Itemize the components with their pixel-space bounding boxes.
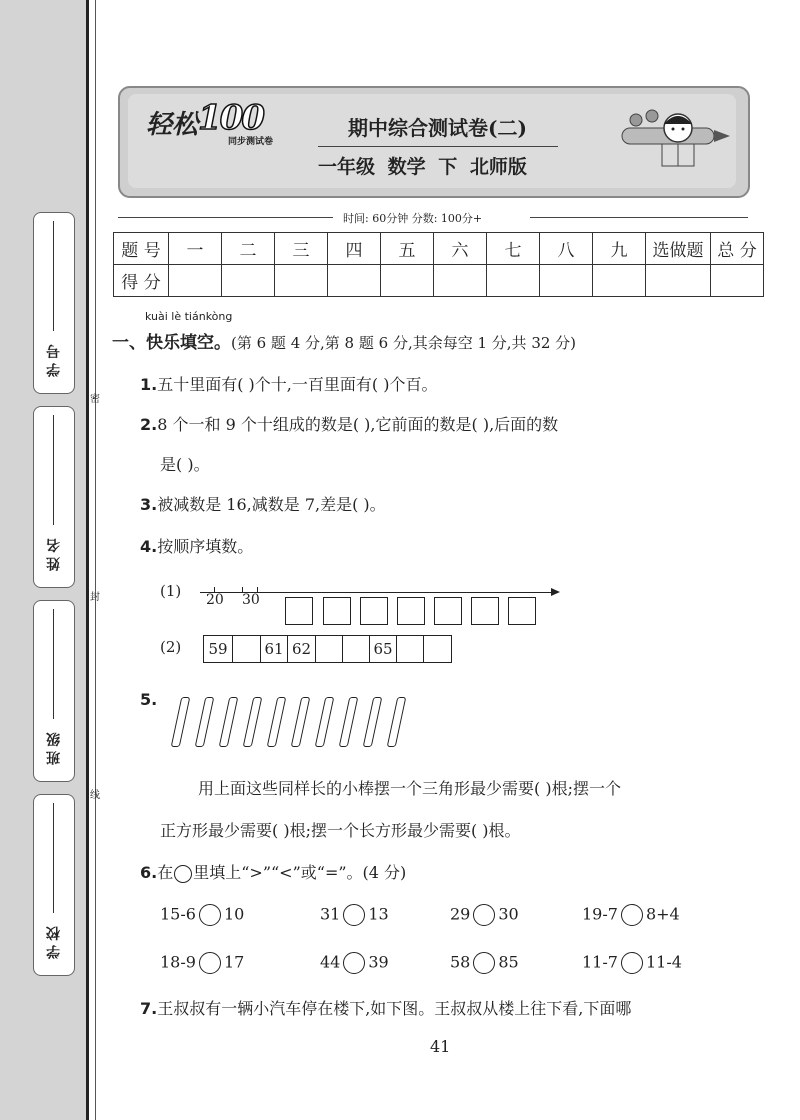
- question-text-after: 里填上“>”“<”或“=”。(4 分): [193, 863, 407, 882]
- score-cell[interactable]: [381, 265, 434, 297]
- score-table: [113, 232, 764, 297]
- comparison-right: 30: [498, 904, 519, 924]
- comparison-item: [582, 904, 680, 926]
- page-number: 41: [430, 1037, 451, 1056]
- answer-box[interactable]: [471, 597, 499, 625]
- score-header-cell: 五: [381, 233, 434, 265]
- stick-icon: [363, 697, 383, 747]
- score-cell[interactable]: [275, 265, 328, 297]
- student-reading-icon: [616, 98, 734, 184]
- comparison-right: 8+4: [645, 904, 680, 924]
- header-banner: [118, 86, 750, 198]
- sequence-cell: 65: [369, 635, 397, 663]
- comparison-right: 11-4: [645, 952, 682, 972]
- stick-icon: [339, 697, 359, 747]
- answer-box[interactable]: [360, 597, 388, 625]
- score-header-cell: 二: [222, 233, 275, 265]
- answer-box[interactable]: [323, 597, 351, 625]
- answer-box[interactable]: [285, 597, 313, 625]
- question-2-line2: 是( )。: [160, 455, 210, 474]
- sequence-cell[interactable]: [315, 635, 343, 663]
- comparison-item: [160, 904, 244, 926]
- answer-circle[interactable]: [343, 952, 365, 974]
- question-2: [140, 412, 558, 435]
- score-cell[interactable]: [646, 265, 711, 297]
- question-4-part1-label: (1): [160, 582, 182, 600]
- answer-circle[interactable]: [343, 904, 365, 926]
- section-title: [112, 328, 576, 353]
- sequence-cell[interactable]: [423, 635, 452, 663]
- comparison-left: 15-6: [160, 904, 196, 924]
- comparison-right: 13: [368, 904, 389, 924]
- stick-icon: [315, 697, 335, 747]
- question-text-before: 在: [157, 863, 174, 882]
- student-id-box[interactable]: [33, 212, 75, 394]
- score-cell[interactable]: [593, 265, 646, 297]
- sequence-cell: 61: [260, 635, 288, 663]
- time-score-text: 时间: 60分钟 分数: 100分+: [343, 212, 483, 225]
- comparison-left: 19-7: [582, 904, 618, 924]
- score-table-header-row: [114, 233, 764, 265]
- binding-rule-thin: [95, 0, 96, 1120]
- number-line-arrow: [551, 588, 560, 596]
- stick-icon: [219, 697, 239, 747]
- question-5-line2: 正方形最少需要( )根;摆一个长方形最少需要( )根。: [160, 821, 521, 840]
- time-rule-right: [530, 217, 748, 218]
- comparison-item: [160, 952, 244, 974]
- answer-circle[interactable]: [199, 904, 221, 926]
- comparison-right: 39: [368, 952, 389, 972]
- student-name-box[interactable]: [33, 406, 75, 588]
- question-number: 5.: [140, 690, 158, 709]
- student-name-label: 姓 名: [46, 538, 62, 572]
- student-id-label: 学 号: [46, 344, 62, 378]
- circle-icon: [174, 865, 192, 883]
- answer-box[interactable]: [397, 597, 425, 625]
- score-header-cell: 四: [328, 233, 381, 265]
- comparison-right: 10: [223, 904, 245, 924]
- stick-icon: [291, 697, 311, 747]
- comparison-left: 44: [320, 952, 341, 972]
- score-row-label: 得 分: [114, 265, 169, 297]
- score-cell[interactable]: [487, 265, 540, 297]
- answer-circle[interactable]: [199, 952, 221, 974]
- logo-subtitle: 同步测试卷: [228, 137, 274, 147]
- score-cell[interactable]: [222, 265, 275, 297]
- student-name-line: [53, 415, 54, 525]
- logo-number: 100: [198, 98, 263, 138]
- comparison-left: 58: [450, 952, 471, 972]
- header-inner: [128, 94, 736, 188]
- time-score-bar: [118, 210, 748, 224]
- question-4: [140, 534, 253, 557]
- comparison-left: 31: [320, 904, 341, 924]
- school-line: [53, 803, 54, 913]
- question-text: 按顺序填数。: [157, 537, 254, 556]
- score-header-cell: 七: [487, 233, 540, 265]
- stick-icon: [387, 697, 407, 747]
- logo-text: 轻松: [146, 110, 199, 140]
- question-number: 1.: [140, 375, 158, 394]
- comparison-left: 11-7: [582, 952, 618, 972]
- score-header-cell: 八: [540, 233, 593, 265]
- student-id-line: [53, 221, 54, 331]
- score-cell[interactable]: [434, 265, 487, 297]
- sequence-cell[interactable]: [342, 635, 370, 663]
- sequence-cell[interactable]: [232, 635, 261, 663]
- question-7: [140, 996, 631, 1019]
- question-text: 王叔叔有一辆小汽车停在楼下,如下图。王叔叔从楼上往下看,下面哪: [157, 999, 632, 1018]
- score-header-cell: 三: [275, 233, 328, 265]
- score-header-cell: 九: [593, 233, 646, 265]
- question-5-number: [140, 690, 157, 709]
- question-number: 4.: [140, 537, 158, 556]
- comparison-item: [582, 952, 682, 974]
- score-header-cell: 总 分: [711, 233, 764, 265]
- comparison-right: 85: [498, 952, 519, 972]
- stick-icon: [267, 697, 287, 747]
- score-header-cell: 一: [169, 233, 222, 265]
- score-cell[interactable]: [328, 265, 381, 297]
- section-pinyin: kuài lè tiánkòng: [145, 310, 233, 323]
- comparison-item: [450, 904, 519, 926]
- class-line: [53, 609, 54, 719]
- answer-circle[interactable]: [621, 952, 643, 974]
- school-label: 学 校: [46, 926, 62, 960]
- score-header-cell: 六: [434, 233, 487, 265]
- sequence-cell[interactable]: [396, 635, 424, 663]
- answer-circle[interactable]: [473, 952, 495, 974]
- question-text: 五十里面有( )个十,一百里面有( )个百。: [157, 375, 438, 394]
- question-3: [140, 492, 386, 515]
- score-header-cell: 题 号: [114, 233, 169, 265]
- title-rule: [318, 146, 558, 147]
- stick-icon: [243, 697, 263, 747]
- question-number: 2.: [140, 415, 158, 434]
- question-6: [140, 860, 406, 883]
- number-line-label: 20: [206, 592, 224, 608]
- question-number: 7.: [140, 999, 158, 1018]
- score-header-cell: 选做题: [646, 233, 711, 265]
- comparison-item: [320, 952, 389, 974]
- answer-circle[interactable]: [473, 904, 495, 926]
- score-cell[interactable]: [540, 265, 593, 297]
- question-number: 3.: [140, 495, 158, 514]
- sequence-cell: 62: [287, 635, 316, 663]
- cut-mark-feng: 封: [90, 592, 100, 603]
- score-cell[interactable]: [711, 265, 764, 297]
- answer-circle[interactable]: [621, 904, 643, 926]
- question-text: 被减数是 16,减数是 7,差是( )。: [157, 495, 386, 514]
- page-subtitle: 一年级 数学 下 北师版: [318, 156, 527, 178]
- class-box[interactable]: [33, 600, 75, 782]
- cut-mark-mi: 密: [90, 394, 100, 405]
- answer-box[interactable]: [434, 597, 462, 625]
- binding-rule: [86, 0, 89, 1120]
- score-table-score-row: [114, 265, 764, 297]
- comparison-item: [450, 952, 519, 974]
- stick-icon: [195, 697, 215, 747]
- page-title: 期中综合测试卷(二): [348, 116, 527, 140]
- number-line-label: 30: [242, 592, 260, 608]
- question-number: 6.: [140, 863, 158, 882]
- class-label: 班 级: [46, 732, 62, 766]
- comparison-left: 29: [450, 904, 471, 924]
- section-title-text: 一、快乐填空。: [112, 333, 231, 353]
- question-text: 8 个一和 9 个十组成的数是( ),它前面的数是( ),后面的数: [157, 415, 559, 434]
- answer-box[interactable]: [508, 597, 536, 625]
- school-box[interactable]: [33, 794, 75, 976]
- sequence-cell: 59: [203, 635, 233, 663]
- time-rule-left: [118, 217, 333, 218]
- comparison-left: 18-9: [160, 952, 196, 972]
- comparison-right: 17: [223, 952, 245, 972]
- comparison-item: [320, 904, 389, 926]
- question-5-line1: 用上面这些同样长的小棒摆一个三角形最少需要( )根;摆一个: [198, 779, 621, 798]
- score-cell[interactable]: [169, 265, 222, 297]
- cut-mark-xian: 线: [90, 790, 100, 801]
- question-4-part2-label: (2): [160, 638, 182, 656]
- section-note: (第 6 题 4 分,第 8 题 6 分,其余每空 1 分,共 32 分): [231, 334, 577, 352]
- stick-icon: [171, 697, 191, 747]
- question-1: [140, 372, 437, 395]
